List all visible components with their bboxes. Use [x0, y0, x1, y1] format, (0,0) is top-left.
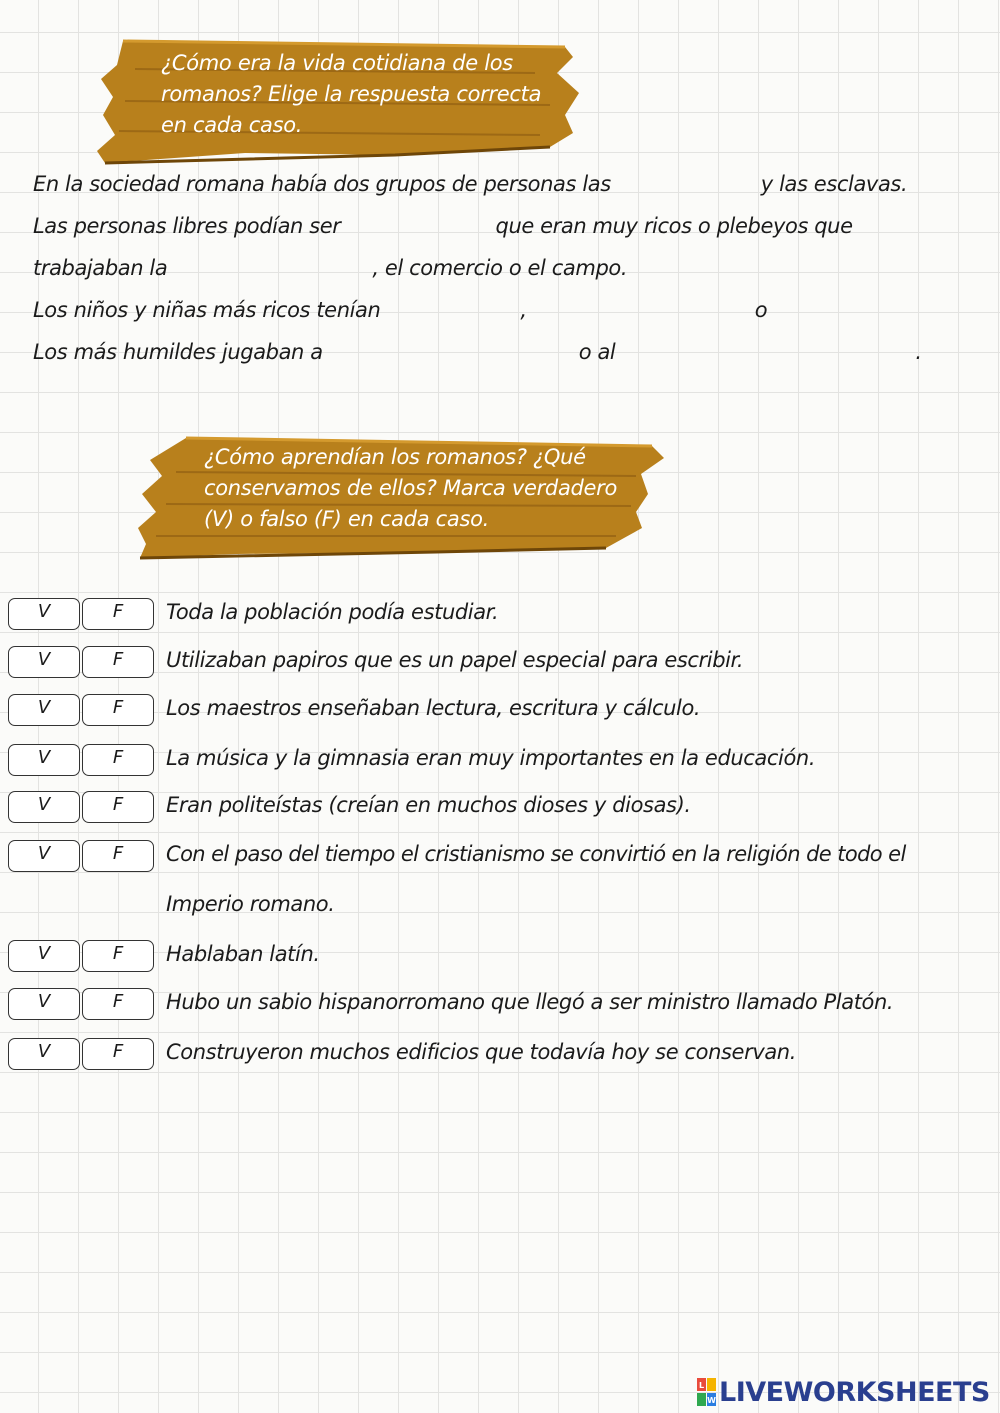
true-button[interactable]: V: [8, 1038, 80, 1070]
true-button[interactable]: V: [8, 791, 80, 823]
statement-text: Los maestros enseñaban lectura, escritura y cálculo.: [166, 696, 701, 720]
section-2-title: [204, 442, 617, 535]
false-button[interactable]: F: [82, 791, 154, 823]
title-plank-1: [95, 35, 585, 165]
false-button[interactable]: F: [82, 1038, 154, 1070]
title-line: ¿Cómo era la vida cotidiana de los: [161, 51, 513, 75]
line-text: trabajaban la: [33, 256, 168, 280]
statement-continuation: Imperio romano.: [166, 892, 335, 916]
false-button[interactable]: F: [82, 744, 154, 776]
fill-line-3: [33, 256, 627, 280]
line-text: o: [754, 298, 768, 322]
fill-line-4: [33, 298, 767, 322]
true-button[interactable]: V: [8, 598, 80, 630]
false-button[interactable]: F: [82, 694, 154, 726]
false-button[interactable]: F: [82, 840, 154, 872]
statement-text: Construyeron muchos edificios que todavía hoy se conservan.: [166, 1040, 796, 1064]
false-button[interactable]: F: [82, 988, 154, 1020]
title-line: conservamos de ellos? Marca verdadero: [204, 476, 618, 500]
line-text: ,: [520, 298, 527, 322]
true-button[interactable]: V: [8, 646, 80, 678]
line-text: , el comercio o el campo.: [372, 256, 628, 280]
brand-name: LIVEWORKSHEETS: [719, 1377, 990, 1408]
false-button[interactable]: F: [82, 646, 154, 678]
statement-text: Con el paso del tiempo el cristianismo se convirtió en la religión de todo el: [166, 842, 906, 866]
fill-line-1: [33, 172, 907, 196]
true-button[interactable]: V: [8, 744, 80, 776]
true-button[interactable]: V: [8, 840, 80, 872]
title-line: ¿Cómo aprendían los romanos? ¿Qué: [204, 445, 586, 469]
liveworksheets-logo-icon: [697, 1378, 717, 1408]
statement-text: La música y la gimnasia eran muy importantes en la educación.: [166, 746, 816, 770]
true-button[interactable]: V: [8, 988, 80, 1020]
line-text: .: [915, 340, 922, 364]
line-text: En la sociedad romana había dos grupos de personas las: [33, 172, 611, 196]
statement-text: Eran politeístas (creían en muchos dioses y diosas).: [166, 793, 691, 817]
logo-letter: L: [698, 1381, 705, 1390]
true-button[interactable]: V: [8, 940, 80, 972]
logo-letter: W: [707, 1396, 716, 1405]
fill-line-5: [33, 340, 922, 364]
line-text: Los niños y niñas más ricos tenían: [33, 298, 381, 322]
statement-text: Hubo un sabio hispanorromano que llegó a ser ministro llamado Platón.: [166, 990, 894, 1014]
title-plank-2: [136, 432, 668, 562]
statement-text: Utilizaban papiros que es un papel especial para escribir.: [166, 648, 744, 672]
section-1-title: [161, 48, 541, 141]
title-line: romanos? Elige la respuesta correcta: [161, 82, 542, 106]
line-text: o al: [578, 340, 616, 364]
statement-text: Toda la población podía estudiar.: [166, 600, 499, 624]
line-text: que eran muy ricos o plebeyos que: [495, 214, 853, 238]
fill-line-2: [33, 214, 853, 238]
title-line: (V) o falso (F) en cada caso.: [204, 507, 490, 531]
line-text: Los más humildes jugaban a: [33, 340, 323, 364]
true-button[interactable]: V: [8, 694, 80, 726]
false-button[interactable]: F: [82, 940, 154, 972]
line-text: y las esclavas.: [760, 172, 908, 196]
statement-text: Hablaban latín.: [166, 942, 320, 966]
title-line: en cada caso.: [161, 113, 303, 137]
false-button[interactable]: F: [82, 598, 154, 630]
line-text: Las personas libres podían ser: [33, 214, 341, 238]
